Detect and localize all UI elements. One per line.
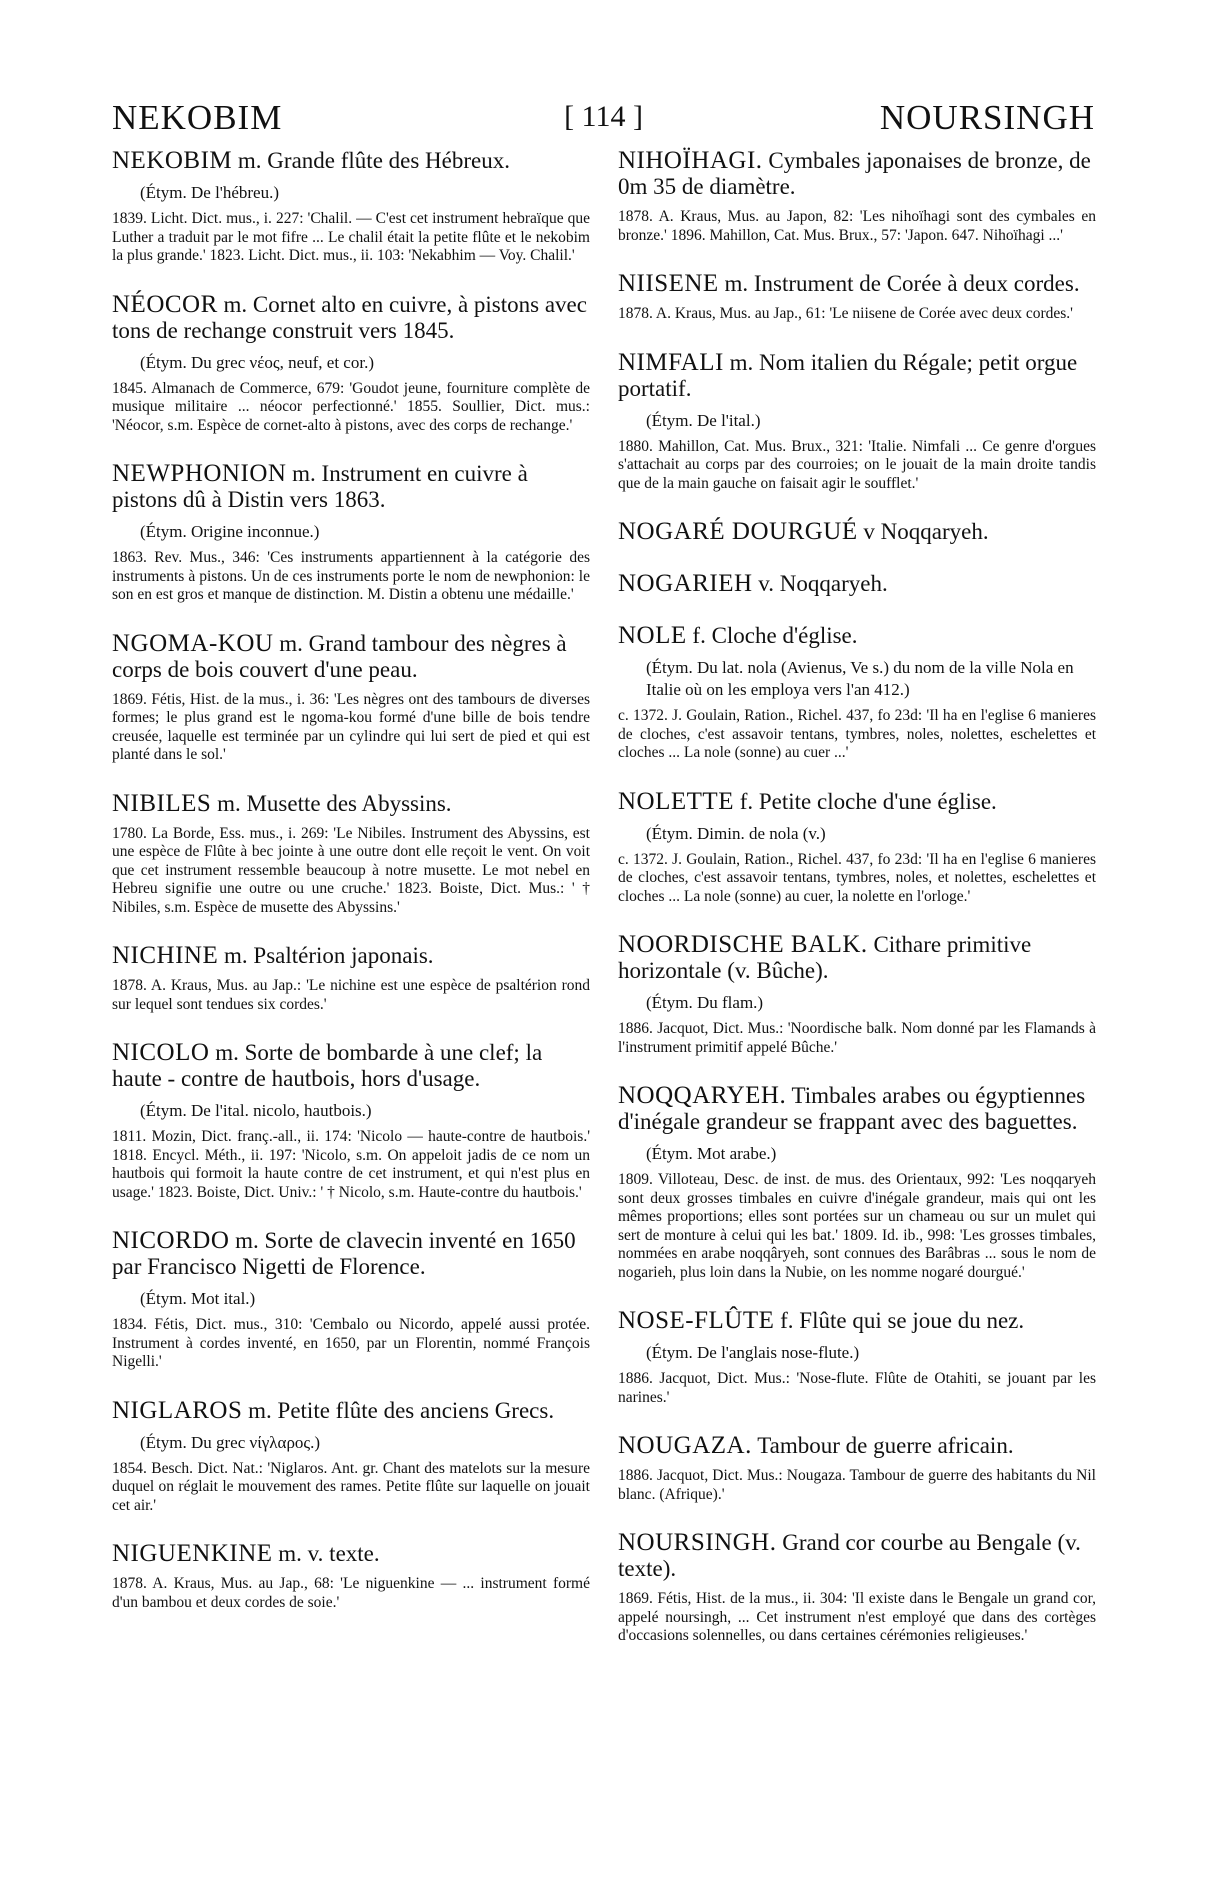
- entry-head: [618, 350, 1096, 402]
- citations: 1839. Licht. Dict. mus., i. 227: 'Chalil. — C'est cet instrument hebraïque que Luther a traduit par le mot fifre ... Le chalil était la petite flûte et le nekobim la plus grande.' 1823. Licht. Dict. mus., ii. 103: 'Nekabhim — Voy. Chalil.': [112, 210, 590, 264]
- definition: f. Cloche d'église.: [692, 623, 858, 648]
- entry-head: [618, 932, 1096, 984]
- entry-head: [112, 1541, 590, 1567]
- definition: Tambour de guerre africain.: [757, 1433, 1014, 1458]
- entry-head: [112, 1398, 590, 1424]
- entry-head: [618, 789, 1096, 815]
- citations: 1863. Rev. Mus., 346: 'Ces instruments appartiennent à la catégorie des instruments à pistons. Un de ces instruments porte le nom de newphonion: le son en est gros et manque de distinction. M. Distin a obtenu une médaille.': [112, 549, 590, 603]
- headword: NIGLAROS: [112, 1396, 243, 1424]
- dictionary-entry: [618, 1308, 1096, 1407]
- citations: 1780. La Borde, Ess. mus., i. 269: 'Le Nibiles. Instrument des Abyssins, est une espèce de Flûte à bec jointe à une outre dont elle reçoit le vent. On voit que cet instrument ressemble beaucoup à notre musette. Le mot nebel en Hebreu signifie une outre ou une cruche.' 1823. Boiste, Dict. Mus.: ' † Nibiles, s.m. Espèce de musette des Abyssins.': [112, 824, 590, 916]
- headword: NÉOCOR: [112, 290, 218, 318]
- entry-head: [618, 1083, 1096, 1135]
- dictionary-entry: [112, 1541, 590, 1612]
- headword: NOSE-FLÛTE: [618, 1307, 775, 1334]
- definition: m. Petite flûte des anciens Grecs.: [248, 1397, 555, 1423]
- entry-head: [112, 292, 590, 344]
- citations: 1878. A. Kraus, Mus. au Japon, 82: 'Les nihoïhagi sont des cymbales en bronze.' 1896. Mahillon, Cat. Mus. Brux., 57: 'Japon. 647. Nihoïhagi ...': [618, 208, 1096, 244]
- definition: m. Cornet alto en cuivre, à pistons avec tons de rechange construit vers 1845.: [112, 291, 587, 343]
- headword: NOGARIEH: [618, 570, 753, 597]
- citations: 1878. A. Kraus, Mus. au Jap.: 'Le nichine est une espèce de psaltérion rond sur lequel sont tendues six cordes.': [112, 977, 590, 1013]
- definition: m. Psaltérion japonais.: [224, 943, 434, 968]
- dictionary-entry: [618, 789, 1096, 907]
- definition: m. Musette des Abyssins.: [217, 790, 452, 816]
- entry-head: [112, 943, 590, 969]
- headword: NIISENE: [618, 270, 719, 297]
- etymology: (Étym. De l'anglais nose-flute.): [646, 1343, 860, 1362]
- running-head-left: NEKOBIM: [112, 98, 283, 137]
- headword: NIGUENKINE: [112, 1540, 273, 1567]
- citations: 1845. Almanach de Commerce, 679: 'Goudot jeune, fourniture complète de musique militaire ... néocor perfectionné.' 1855. Soullier, Dict. mus.: 'Néocor, s.m. Espèce de cornet-alto à pistons, avec des corps de rechange.': [112, 379, 590, 434]
- entry-head: [112, 631, 590, 683]
- citations: 1834. Fétis, Dict. mus., 310: 'Cembalo ou Nicordo, appelé aussi protée. Instrument à cordes inventé, en 1650, par un Florentin, nommé François Nigelli.': [112, 1316, 590, 1370]
- citations: 1809. Villoteau, Desc. de inst. de mus. des Orientaux, 992: 'Les noqqaryeh sont deux grosses timbales en cuivre d'inégale grandeur, mais qui ont les mêmes proportions; elles sont portées sur un chameau ou sur un mulet qui sert de monture à celui qui les bat.' 1809. Id. ib., 998: 'Les grosses timbales, nommées en arabe noqqâryeh, sont connues des Barâbras ... sous le nom de nogarieh, plus loin dans la Nubie, on les nomme nogaré dourgué.': [618, 1171, 1096, 1281]
- dictionary-entry: [618, 271, 1096, 324]
- headword: NICHINE: [112, 942, 219, 969]
- entry-head: [112, 1040, 590, 1092]
- definition: f. Flûte qui se joue du nez.: [780, 1308, 1025, 1333]
- citations: 1869. Fétis, Hist. de la mus., ii. 304: 'Il existe dans le Bengale un grand cor, appelé noursingh, ... Cet instrument n'est employé que dans des cortèges d'occasions solennelles, ou dans certaines cérémonies religieuses.': [618, 1590, 1096, 1644]
- definition: v Noqqaryeh.: [863, 519, 989, 544]
- definition: m. Grand tambour des nègres à corps de bois couvert d'une peau.: [112, 630, 567, 682]
- citations: 1869. Fétis, Hist. de la mus., i. 36: 'Les nègres ont des tambours de diverses formes; le plus grand est le ngoma-kou formé d'une bille de bois tendre creusée, laquelle est terminée par un cylindre qui lui sert de pied et qui est planté dans le sol.': [112, 690, 590, 763]
- headword: NOLETTE: [618, 787, 734, 815]
- entry-head: [112, 1228, 590, 1280]
- headword: NIMFALI: [618, 348, 724, 376]
- dictionary-entry: [618, 148, 1096, 245]
- citations: 1878. A. Kraus, Mus. au Jap., 68: 'Le niguenkine — ... instrument formé d'un bambou et deux cordes de soie.': [112, 1575, 590, 1611]
- headword: NIHOÏHAGI.: [618, 147, 763, 174]
- page-number: [ 114 ]: [564, 100, 643, 133]
- citations: 1811. Mozin, Dict. franç.-all., ii. 174: 'Nicolo — haute-contre de hautbois.' 1818. Encycl. Méth., ii. 197: 'Nicolo, s.m. On appeloit jadis de ce nom un hautbois qui formoit la haute contre de cet instrument, et qui n'est plus en usage.' 1823. Boiste, Dict. Univ.: ' † Nicolo, s.m. Haute-contre du hautbois.': [112, 1128, 590, 1201]
- citations: c. 1372. J. Goulain, Ration., Richel. 437, fo 23d: 'Il ha en l'eglise 6 manieres de cloches, c'est assavoir tentans, tymbres, noles, et nolettes, eschelettes et cloches ... La nole (sonne) au cuer, la nolette en l'orloge.': [618, 850, 1096, 905]
- entry-head: [618, 1308, 1096, 1334]
- headword: NOQQARYEH.: [618, 1082, 787, 1109]
- headword: NOLE: [618, 622, 687, 649]
- etymology: (Étym. De l'ital.): [646, 410, 761, 430]
- headword: NOUGAZA.: [618, 1432, 752, 1459]
- running-head-right: NOURSINGH: [879, 98, 1095, 137]
- dictionary-entry: [618, 519, 1096, 545]
- definition: m. Sorte de clavecin inventé en 1650 par Francisco Nigetti de Florence.: [112, 1228, 576, 1279]
- dictionary-entry: [112, 148, 590, 266]
- dictionary-entry: [618, 1433, 1096, 1504]
- etymology: (Étym. Du grec νέος, neuf, et cor.): [140, 352, 374, 372]
- entry-head: [112, 791, 590, 817]
- dictionary-entry: [112, 1398, 590, 1516]
- citations: 1878. A. Kraus, Mus. au Jap., 61: 'Le niisene de Corée avec deux cordes.': [618, 305, 1073, 322]
- headword: NEKOBIM: [112, 147, 233, 174]
- headword: NGOMA-KOU: [112, 629, 274, 657]
- headword: NOGARÉ DOURGUÉ: [618, 518, 858, 545]
- definition: Cithare primitive horizontale (v. Bûche).: [618, 932, 1032, 983]
- dictionary-entry: [112, 791, 590, 918]
- entry-head: [618, 623, 1096, 649]
- dictionary-entry: [112, 1228, 590, 1372]
- citations: 1886. Jacquot, Dict. Mus.: Nougaza. Tambour de guerre des habitants du Nil blanc. (Afrique).': [618, 1467, 1096, 1503]
- entry-head: [618, 148, 1096, 200]
- dictionary-entry: [618, 350, 1096, 494]
- etymology: (Étym. Mot arabe.): [646, 1144, 777, 1163]
- etymology: (Étym. Origine inconnue.): [140, 522, 320, 541]
- headword: NIBILES: [112, 789, 212, 817]
- definition: m. Grande flûte des Hébreux.: [237, 148, 510, 173]
- dictionary-entry: [618, 1530, 1096, 1646]
- etymology: (Étym. Du grec νίγλαρος.): [140, 1432, 321, 1452]
- headword: NEWPHONION: [112, 460, 287, 487]
- entry-head: [618, 271, 1096, 297]
- right-column: [618, 148, 1096, 1672]
- dictionary-entry: [618, 932, 1096, 1057]
- running-head: [112, 98, 1095, 148]
- definition: m. Nom italien du Régale; petit orgue portatif.: [618, 349, 1078, 401]
- left-column: [112, 148, 590, 1638]
- entry-head: [112, 148, 590, 174]
- etymology: (Étym. De l'ital. nicolo, hautbois.): [140, 1101, 372, 1120]
- definition: Grand cor courbe au Bengale (v. texte).: [618, 1530, 1081, 1581]
- definition: m. Instrument de Corée à deux cordes.: [724, 271, 1080, 296]
- definition: m. v. texte.: [278, 1541, 380, 1566]
- dictionary-entry: [618, 571, 1096, 597]
- headword: NOURSINGH.: [618, 1529, 777, 1556]
- definition: m. Sorte de bombarde à une clef; la haute - contre de hautbois, hors d'usage.: [112, 1040, 543, 1091]
- etymology: (Étym. Du lat. nola (Avienus, Ve s.) du nom de la ville Nola en Italie où on les employa vers l'an 412.): [646, 658, 1074, 699]
- definition: Cymbales japonaises de bronze, de 0m 35 de diamètre.: [618, 148, 1091, 199]
- headword: NOORDISCHE BALK.: [618, 931, 868, 958]
- citations: 1854. Besch. Dict. Nat.: 'Niglaros. Ant. gr. Chant des matelots sur la mesure duquel on réglait le mouvement des rames. Petite flûte sur laquelle on jouait cet air.': [112, 1459, 590, 1514]
- definition: m. Instrument en cuivre à pistons dû à Distin vers 1863.: [112, 461, 528, 512]
- citations: 1886. Jacquot, Dict. Mus.: 'Noordische balk. Nom donné par les Flamands à l'instrument primitif appelé Bûche.': [618, 1020, 1096, 1056]
- definition: Timbales arabes ou égyptiennes d'inégale grandeur se frappant avec des baguettes.: [618, 1083, 1086, 1134]
- entry-head: [618, 571, 1096, 597]
- etymology: (Étym. Mot ital.): [140, 1289, 256, 1308]
- dictionary-entry: [112, 292, 590, 436]
- citations: 1880. Mahillon, Cat. Mus. Brux., 321: 'Italie. Nimfali ... Ce genre d'orgues s'attachait au corps par des courroies; on le jouait de la main droite tandis que de la main gauche on faisait agir le soufflet.': [618, 437, 1096, 492]
- headword: NICORDO: [112, 1227, 230, 1254]
- headword: NICOLO: [112, 1039, 210, 1066]
- dictionary-entry: [112, 1040, 590, 1202]
- etymology: (Étym. De l'hébreu.): [140, 183, 280, 202]
- dictionary-entry: [112, 461, 590, 605]
- etymology: (Étym. Du flam.): [646, 993, 764, 1012]
- dictionary-entry: [618, 623, 1096, 763]
- definition: f. Petite cloche d'une église.: [739, 788, 997, 814]
- entry-head: [618, 519, 1096, 545]
- dictionary-entry: [618, 1083, 1096, 1282]
- entry-head: [112, 461, 590, 513]
- definition: v. Noqqaryeh.: [758, 571, 888, 596]
- etymology: (Étym. Dimin. de nola (v.): [646, 823, 826, 843]
- dictionary-entry: [112, 631, 590, 765]
- citations: 1886. Jacquot, Dict. Mus.: 'Nose-flute. Flûte de Otahiti, se jouant par les narines.': [618, 1370, 1096, 1406]
- entry-head: [618, 1530, 1096, 1582]
- entry-head: [618, 1433, 1096, 1459]
- citations: c. 1372. J. Goulain, Ration., Richel. 437, fo 23d: 'Il ha en l'eglise 6 manieres de cloches, c'est assavoir tentans, tymbres, noles, nolettes, eschelettes et cloches ... La nole (sonne) au cuer ...': [618, 707, 1096, 761]
- dictionary-entry: [112, 943, 590, 1014]
